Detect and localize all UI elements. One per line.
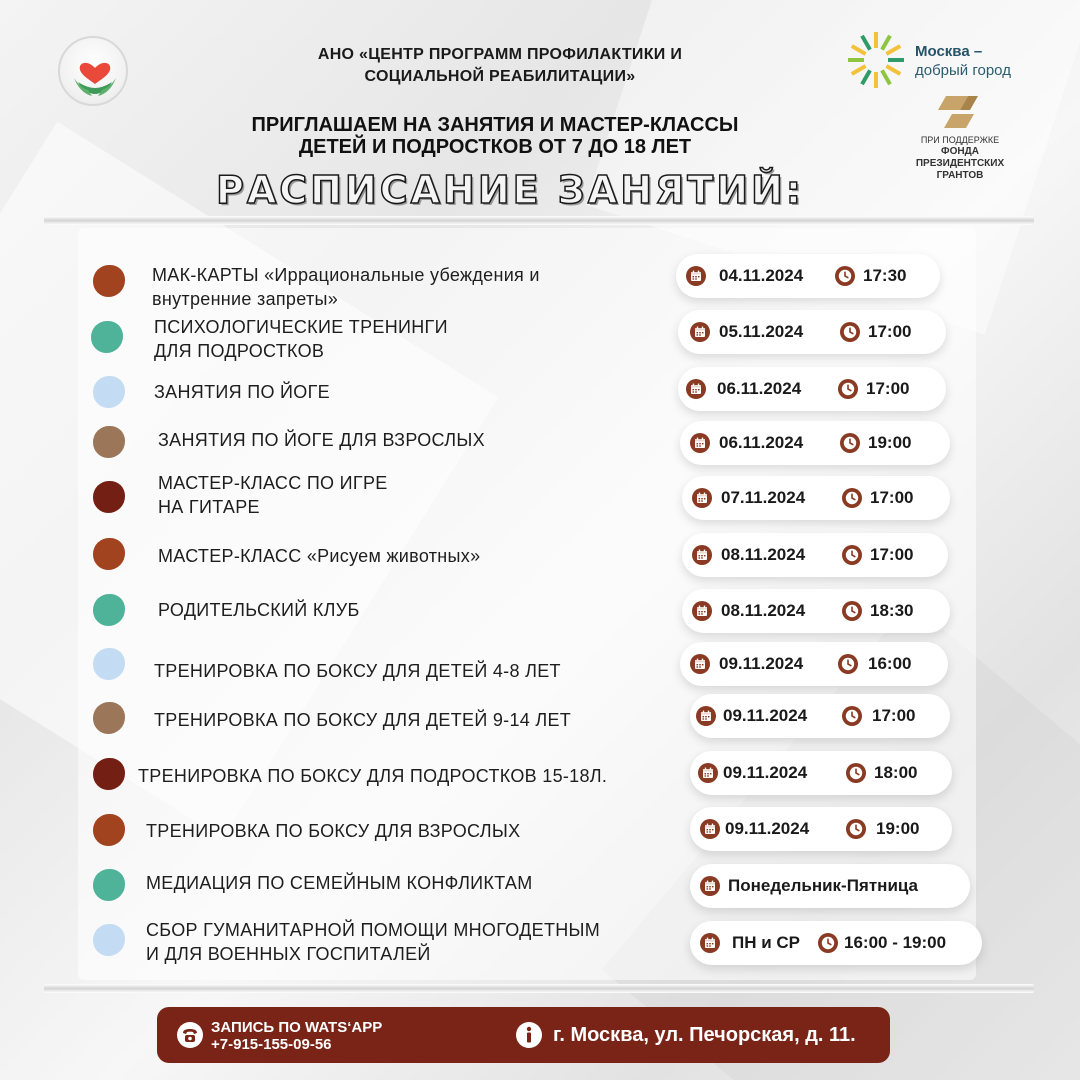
organization-logo (58, 36, 128, 106)
record-label: ЗАПИСЬ ПО WATS‘APP (211, 1019, 383, 1036)
time-text: 17:00 (868, 322, 912, 341)
activity-name (152, 263, 540, 311)
clock-icon (840, 322, 860, 342)
date-text: Понедельник-Пятница (728, 876, 919, 895)
moscow-logo-line: Москва – (915, 43, 983, 60)
datetime-pill (676, 254, 940, 298)
activity-name-line: МАСТЕР-КЛАСС «Рисуем животных» (158, 546, 481, 566)
info-icon (515, 1021, 543, 1049)
datetime-pill (682, 476, 950, 520)
whatsapp-record (211, 1019, 382, 1053)
activity-name-line: СБОР ГУМАНИТАРНОЙ ПОМОЩИ МНОГОДЕТНЫМ (146, 920, 601, 940)
datetime-pill (690, 864, 970, 908)
activity-name (154, 315, 448, 363)
calendar-icon (690, 322, 710, 342)
grant-logo-line: ГРАНТОВ (936, 170, 984, 181)
date-text: 09.11.2024 (723, 763, 808, 782)
activity-name (154, 708, 571, 732)
activity-name-line: ЗАНЯТИЯ ПО ЙОГЕ (154, 382, 330, 402)
calendar-icon (696, 706, 716, 726)
clock-icon (842, 488, 862, 508)
contact-footer (157, 1007, 890, 1063)
clock-icon (842, 601, 862, 621)
datetime-pill (682, 589, 950, 633)
activity-name-line: НА ГИТАРЕ (158, 497, 260, 517)
activity-name-line: И ДЛЯ ВОЕННЫХ ГОСПИТАЛЕЙ (146, 944, 431, 964)
schedule-title: РАСПИСАНИЕ ЗАНЯТИЙ: (215, 168, 805, 212)
moscow-kind-city-logo (915, 42, 1011, 80)
org-title-line: СОЦИАЛЬНОЙ РЕАБИЛИТАЦИИ» (364, 68, 636, 85)
activity-name-line: МАК-КАРТЫ «Иррациональные убеждения и (152, 265, 540, 285)
clock-icon (842, 545, 862, 565)
invitation-heading (190, 114, 800, 158)
grant-logo-line: ФОНДА (941, 146, 979, 157)
activity-name-line: ПСИХОЛОГИЧЕСКИЕ ТРЕНИНГИ (154, 317, 448, 337)
calendar-icon (700, 819, 720, 839)
time-text: 19:00 (876, 819, 920, 838)
address: г. Москва, ул. Печорская, д. 11. (553, 1024, 856, 1046)
grant-logo-line: ПРИ ПОДДЕРЖКЕ (920, 135, 1000, 145)
time-text: 17:00 (872, 706, 916, 725)
datetime-pill (678, 367, 946, 411)
top-divider (44, 216, 1034, 225)
activity-name-line: РОДИТЕЛЬСКИЙ КЛУБ (158, 600, 360, 620)
presidential-grants-icon (938, 92, 982, 132)
grant-logo-line: ПРЕЗИДЕНТСКИХ (915, 158, 1005, 169)
calendar-icon (700, 933, 720, 953)
clock-icon (846, 763, 866, 783)
activity-name (154, 659, 561, 683)
activity-name (158, 598, 360, 622)
bottom-divider (44, 984, 1034, 993)
activity-name (138, 764, 607, 788)
clock-icon (846, 819, 866, 839)
activity-name (146, 918, 600, 966)
phone-icon (177, 1022, 203, 1048)
heart-hands-icon (60, 38, 130, 108)
date-text: 09.11.2024 (719, 654, 804, 673)
clock-icon (835, 266, 855, 286)
moscow-logo-line: добрый город (915, 62, 1011, 79)
clock-icon (818, 933, 838, 953)
date-text: 06.11.2024 (717, 379, 802, 398)
moscow-sun-icon (846, 30, 906, 90)
calendar-icon (692, 488, 712, 508)
date-text: 09.11.2024 (723, 706, 808, 725)
date-text: 08.11.2024 (721, 601, 806, 620)
invite-line: ДЕТЕЙ И ПОДРОСТКОВ ОТ 7 ДО 18 ЛЕТ (298, 136, 692, 158)
calendar-icon (690, 433, 710, 453)
date-text: 09.11.2024 (725, 819, 810, 838)
datetime-pill (690, 751, 952, 795)
activity-name-line: ЗАНЯТИЯ ПО ЙОГЕ ДЛЯ ВЗРОСЛЫХ (158, 430, 485, 450)
date-text: ПН и СР (732, 933, 801, 952)
date-text: 07.11.2024 (721, 488, 806, 507)
datetime-pill (680, 421, 950, 465)
date-text: 08.11.2024 (721, 545, 806, 564)
activity-name-line: ТРЕНИРОВКА ПО БОКСУ ДЛЯ ПОДРОСТКОВ 15-18Л. (138, 766, 608, 786)
activity-name-line: МЕДИАЦИЯ ПО СЕМЕЙНЫМ КОНФЛИКТАМ (146, 873, 533, 893)
activity-name-line: ТРЕНИРОВКА ПО БОКСУ ДЛЯ ВЗРОСЛЫХ (146, 821, 521, 841)
datetime-pill (678, 310, 946, 354)
time-text: 16:00 (868, 654, 912, 673)
clock-icon (842, 706, 862, 726)
calendar-icon (686, 379, 706, 399)
calendar-icon (692, 545, 712, 565)
activity-name-line: ТРЕНИРОВКА ПО БОКСУ ДЛЯ ДЕТЕЙ 9-14 ЛЕТ (154, 710, 572, 730)
phone-number[interactable]: +7-915-155-09-56 (211, 1036, 332, 1053)
calendar-icon (692, 601, 712, 621)
activity-name-line: внутренние запреты» (152, 289, 339, 309)
calendar-icon (698, 763, 718, 783)
activity-name (158, 471, 388, 519)
time-text: 16:00 - 19:00 (844, 933, 947, 952)
presidential-grants-logo (902, 134, 1018, 182)
time-text: 19:00 (868, 433, 912, 452)
calendar-icon (690, 654, 710, 674)
date-text: 06.11.2024 (719, 433, 804, 452)
calendar-icon (700, 876, 720, 896)
activity-name (146, 819, 520, 843)
activity-name-line: ДЛЯ ПОДРОСТКОВ (154, 341, 325, 361)
time-text: 17:00 (866, 379, 910, 398)
activity-name-line: МАСТЕР-КЛАСС ПО ИГРЕ (158, 473, 388, 493)
time-text: 17:00 (870, 488, 914, 507)
datetime-pill (682, 533, 948, 577)
date-text: 04.11.2024 (719, 266, 804, 285)
time-text: 18:00 (874, 763, 918, 782)
activity-name (146, 871, 533, 895)
invite-line: ПРИГЛАШАЕМ НА ЗАНЯТИЯ И МАСТЕР-КЛАССЫ (251, 114, 739, 136)
calendar-icon (686, 266, 706, 286)
date-text: 05.11.2024 (719, 322, 804, 341)
clock-icon (838, 654, 858, 674)
activity-name (154, 380, 330, 404)
clock-icon (838, 379, 858, 399)
datetime-pill (690, 921, 982, 965)
organization-title (280, 44, 720, 88)
clock-icon (840, 433, 860, 453)
org-title-line: АНО «ЦЕНТР ПРОГРАММ ПРОФИЛАКТИКИ И (317, 46, 683, 63)
activity-name (158, 544, 480, 568)
datetime-pill (690, 807, 952, 851)
datetime-pill (690, 694, 950, 738)
activity-name (158, 428, 485, 452)
time-text: 18:30 (870, 601, 914, 620)
activity-name-line: ТРЕНИРОВКА ПО БОКСУ ДЛЯ ДЕТЕЙ 4-8 ЛЕТ (154, 661, 561, 681)
datetime-pill (680, 642, 948, 686)
time-text: 17:00 (870, 545, 914, 564)
time-text: 17:30 (863, 266, 907, 285)
